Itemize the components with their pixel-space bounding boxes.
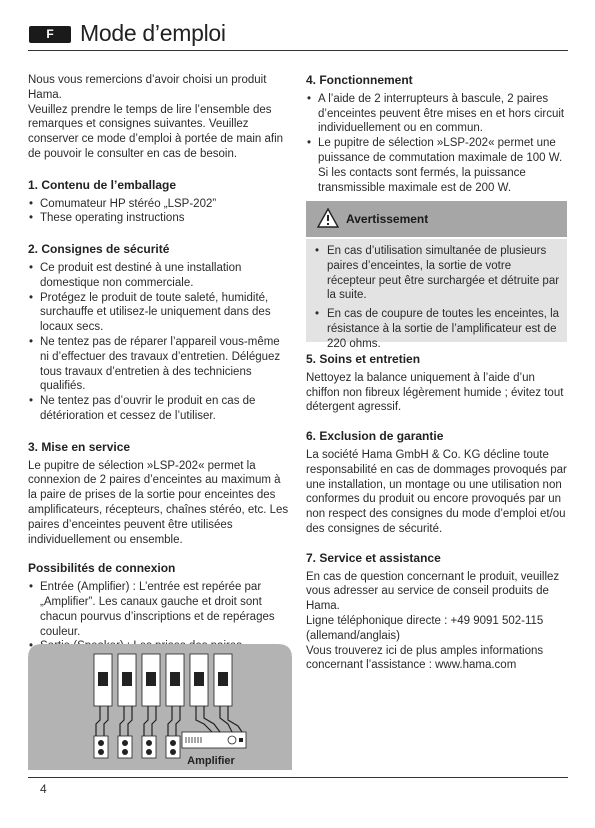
- section-5-text: Nettoyez la balance uniquement à l’aide d’un chiffon non fibreux légèrement humide ; évitez tout détergent agressif.: [306, 371, 564, 414]
- section-6-title: 6. Exclusion de garantie: [306, 429, 444, 444]
- page-title: Mode d’emploi: [80, 20, 226, 46]
- page-number: 4: [40, 782, 47, 796]
- section-4-title: 4. Fonctionnement: [306, 73, 413, 87]
- section-4-list: [306, 92, 568, 196]
- intro-line-2: Veuillez prendre le temps de lire l’ensemble des remarques et consignes suivantes. Veuillez conserver ce mode d’emploi à portée de main afin de pouvoir le consulter en cas de besoin.: [28, 103, 284, 160]
- list-item: • Le pupitre de sélection »LSP-202« permet une puissance de commutation maximale de 100 W. Si les contacts sont fermés, la puissance transmissible maximale est de 200 W.: [306, 136, 568, 195]
- list-item: • En cas d’utilisation simultanée de plusieurs paires d’enceintes, la sortie de votre récepteur peut être surchargée et détruite par la suite.: [314, 244, 562, 303]
- section-3-text: Le pupitre de sélection »LSP-202« permet la connexion de 2 paires d’enceintes au maximum à la paire de prises de la sortie pour enceintes des amplificateurs, récepteurs, chaînes stéréo, etc. Les paires d’enceintes peuvent être utilisées individuellement ou ensemble.: [28, 459, 289, 546]
- header-divider: [28, 50, 568, 51]
- section-2-list: [28, 261, 290, 424]
- section-7-line: Vous trouverez ici de plus amples informations concernant l’assistance : www.hama.com: [306, 644, 544, 672]
- section-5-title: 5. Soins et entretien: [306, 352, 421, 366]
- warning-icon: [317, 208, 339, 228]
- section-7-line: En cas de question concernant le produit, veuillez vous adresser au service de conseil produits de Hama.: [306, 570, 560, 613]
- warning-box: [306, 239, 567, 350]
- list-item: • Ne tentez pas d’ouvrir le produit en cas de détérioration et cessez de l’utiliser.: [28, 394, 290, 424]
- right-column-lower: [306, 352, 568, 673]
- warning-title: Avertissement: [346, 212, 429, 226]
- list-item: • These operating instructions: [28, 211, 290, 226]
- connection-title: Possibilités de connexion: [28, 561, 176, 576]
- list-item: • A l’aide de 2 interrupteurs à bascule, 2 paires d’enceintes peuvent être mises en et hors circuit individuellement ou en commun.: [306, 92, 568, 136]
- intro-line-1: Nous vous remercions d’avoir choisi un produit Hama.: [28, 74, 267, 101]
- footer-divider: [28, 777, 568, 778]
- list-item: • Protégez le produit de toute saleté, humidité, surchauffe et utilisez-le uniquement dans des locaux secs.: [28, 291, 290, 335]
- warning-list: [314, 244, 562, 356]
- section-1-list: [28, 197, 290, 227]
- section-3-title: 3. Mise en service: [28, 439, 131, 454]
- language-badge: F: [29, 26, 71, 43]
- section-7-line: Ligne téléphonique directe : +49 9091 502-115 (allemand/anglais): [306, 614, 544, 642]
- connection-diagram: [28, 640, 292, 770]
- amplifier-label: Amplifier: [187, 755, 235, 767]
- section-7-title: 7. Service et assistance: [306, 550, 441, 565]
- section-2-title: 2. Consignes de sécurité: [28, 242, 170, 257]
- section-6-text: La société Hama GmbH & Co. KG décline toute responsabilité en cas de dommages provoqués par une installation, un montage ou une utilisation non conformes du produit ou encore provoqués par un non respect des consignes du mode d’emploi et/ou des consignes de sécurité.: [306, 448, 567, 535]
- section-1-title: 1. Contenu de l’emballage: [28, 177, 177, 192]
- left-column: [28, 73, 290, 684]
- list-item: • En cas de coupure de toutes les enceintes, la résistance à la sortie de l’amplificateur est de 220 ohms.: [314, 307, 562, 351]
- list-item: • Ne tentez pas de réparer l’appareil vous-même ni d’effectuer des travaux d’entretien. Déléguez tous travaux d’entretien à des techniciens qualifiés.: [28, 335, 290, 394]
- list-item: • Entrée (Amplifier) : L’entrée est repérée par „Amplifier”. Les canaux gauche et droit sont chacun pourvus d’inscriptions et de repérages couleur.: [28, 580, 290, 639]
- right-column: [306, 73, 568, 195]
- list-item: • Comumateur HP stéréo „LSP-202”: [28, 197, 290, 212]
- list-item: • Ce produit est destiné à une installation domestique non commerciale.: [28, 261, 290, 291]
- warning-header: [306, 201, 567, 237]
